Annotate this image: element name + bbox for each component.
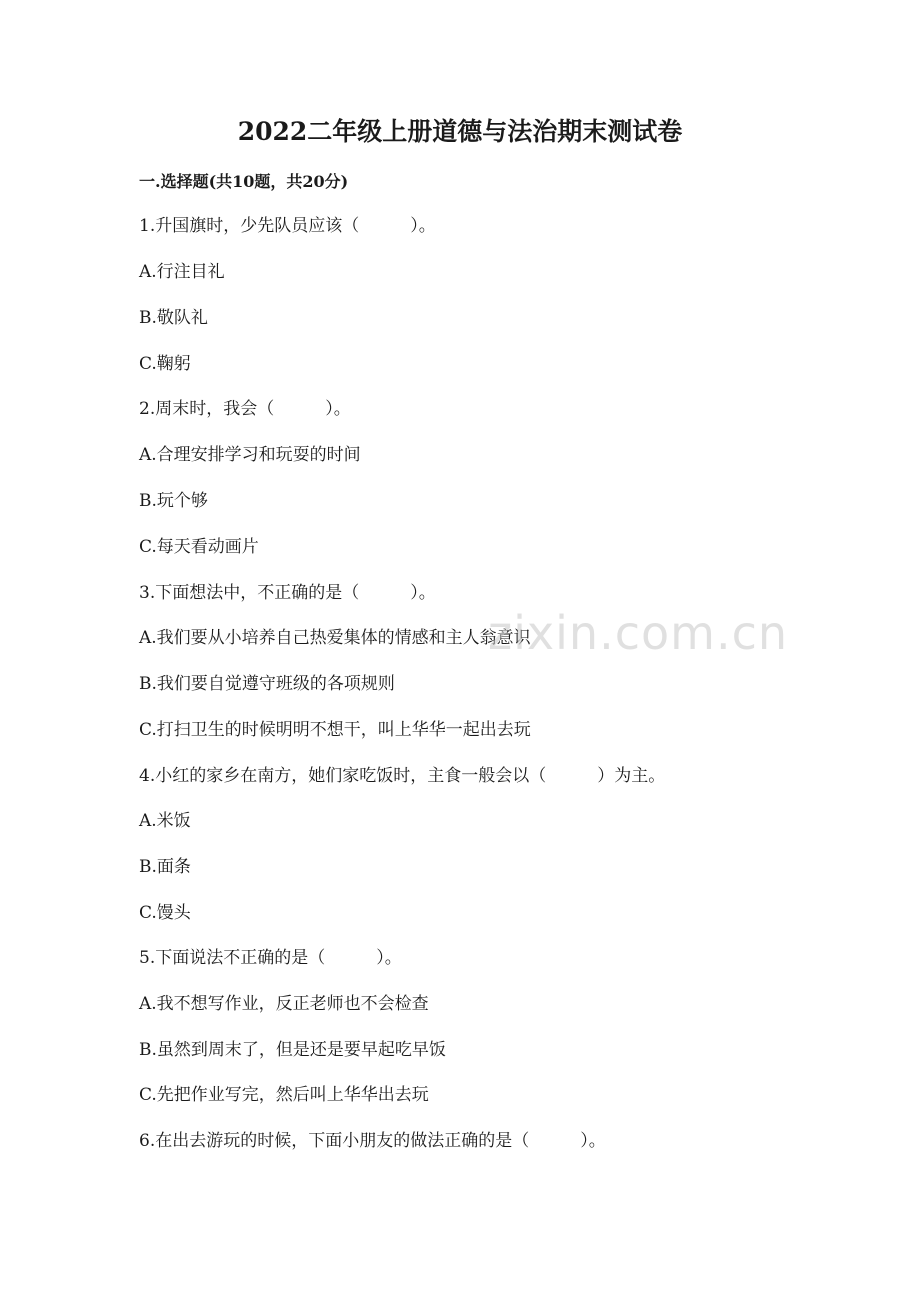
section-heading: 一.选择题(共10题，共20分): [139, 172, 349, 191]
option-5a: A.我不想写作业，反正老师也不会检查: [139, 994, 429, 1014]
question-1: 1.升国旗时，少先队员应该（ ）。: [139, 216, 436, 236]
option-1a: A.行注目礼: [139, 262, 225, 282]
question-5: 5.下面说法不正确的是（ ）。: [139, 948, 402, 968]
option-2a: A.合理安排学习和玩耍的时间: [139, 445, 361, 465]
page-title: 2022二年级上册道德与法治期末测试卷: [237, 117, 683, 146]
option-4a: A.米饭: [139, 811, 191, 831]
option-1b: B.敬队礼: [139, 308, 208, 328]
option-5b: B.虽然到周末了，但是还是要早起吃早饭: [139, 1040, 446, 1060]
watermark: zixin.com.cn: [488, 606, 789, 660]
option-2b: B.玩个够: [139, 491, 208, 511]
option-4b: B.面条: [139, 857, 191, 877]
question-2: 2.周末时，我会（ ）。: [139, 399, 351, 419]
question-4: 4.小红的家乡在南方，她们家吃饭时，主食一般会以（ ）为主。: [139, 766, 666, 786]
option-3c: C.打扫卫生的时候明明不想干，叫上华华一起出去玩: [139, 720, 531, 740]
option-2c: C.每天看动画片: [139, 537, 259, 557]
option-3b: B.我们要自觉遵守班级的各项规则: [139, 674, 395, 694]
question-3: 3.下面想法中，不正确的是（ ）。: [139, 583, 436, 603]
option-1c: C.鞠躬: [139, 354, 191, 374]
question-6: 6.在出去游玩的时候，下面小朋友的做法正确的是（ ）。: [139, 1131, 606, 1151]
option-4c: C.馒头: [139, 903, 191, 923]
option-5c: C.先把作业写完，然后叫上华华出去玩: [139, 1085, 429, 1105]
option-3a: A.我们要从小培养自己热爱集体的情感和主人翁意识: [139, 628, 531, 648]
